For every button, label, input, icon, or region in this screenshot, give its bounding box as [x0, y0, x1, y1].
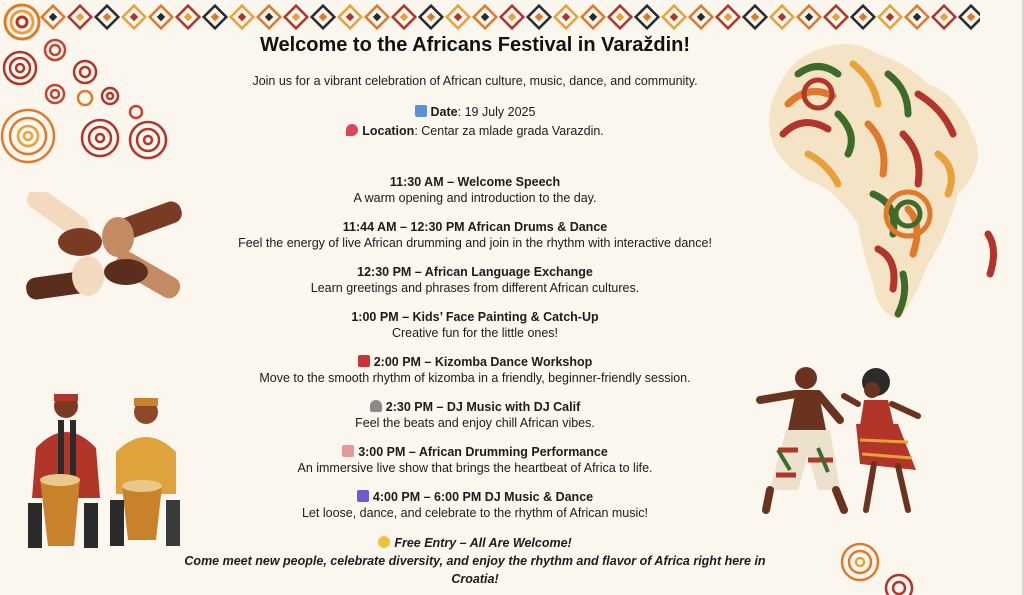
- africa-map-illustration: [758, 34, 1010, 324]
- border-diamond-center: [940, 13, 948, 21]
- spirals-decoration-bottom: [835, 538, 915, 595]
- border-diamond-center: [49, 13, 57, 21]
- schedule-item: [170, 354, 780, 386]
- schedule-item: [170, 444, 780, 476]
- border-diamond-center: [832, 13, 840, 21]
- border-diamond-center: [913, 13, 921, 21]
- schedule-description: Feel the beats and enjoy chill African vibes.: [355, 416, 595, 430]
- schedule-time-title: 12:30 PM – African Language Exchange: [357, 265, 593, 279]
- schedule-description: Move to the smooth rhythm of kizomba in a friendly, beginner-friendly session.: [259, 371, 691, 385]
- border-diamond-center: [238, 13, 246, 21]
- pin-icon: [346, 124, 358, 136]
- date-label: Date: [430, 105, 458, 119]
- border-diamond-center: [454, 13, 462, 21]
- sparkles-icon: [378, 536, 390, 548]
- schedule-description: Learn greetings and phrases from different African cultures.: [310, 281, 640, 295]
- hands-unity-illustration: [18, 192, 188, 310]
- location-line: [170, 122, 780, 141]
- border-diamond-center: [346, 13, 354, 21]
- page-title: Welcome to the Africans Festival in Varaždin!: [259, 34, 691, 56]
- border-diamond-center: [427, 13, 435, 21]
- schedule-description: Let loose, dance, and celebrate to the rhythm of African music!: [301, 506, 649, 520]
- schedule-description: A warm opening and introduction to the day.: [353, 191, 597, 205]
- schedule-item: [170, 174, 780, 206]
- border-diamond-center: [400, 13, 408, 21]
- border-diamond-center: [211, 13, 219, 21]
- flyer-content: [170, 34, 780, 588]
- schedule-item: [170, 309, 780, 341]
- border-diamond-center: [508, 13, 516, 21]
- border-diamond-center: [751, 13, 759, 21]
- schedule-item: [170, 264, 780, 296]
- schedule-list: [170, 174, 780, 521]
- border-diamond-center: [967, 13, 975, 21]
- footer-message: [170, 534, 780, 588]
- border-diamond-center: [589, 13, 597, 21]
- music-notes-icon: [357, 490, 369, 502]
- border-diamond-center: [319, 13, 327, 21]
- spirals-decoration: [0, 36, 175, 176]
- border-diamond-center: [535, 13, 543, 21]
- date-value: : 19 July 2025: [457, 105, 536, 119]
- drum-icon: [342, 445, 354, 457]
- dancer-icon: [358, 355, 370, 367]
- border-diamond-center: [886, 13, 894, 21]
- schedule-description: Feel the energy of live African drumming and join in the rhythm with interactive dance!: [238, 236, 712, 250]
- schedule-description: An immersive live show that brings the heartbeat of Africa to life.: [297, 461, 653, 475]
- border-diamond-center: [265, 13, 273, 21]
- border-diamond-center: [670, 13, 678, 21]
- intro-text: Join us for a vibrant celebration of African culture, music, dance, and community.: [252, 74, 698, 88]
- calendar-icon: [415, 105, 427, 117]
- border-diamond-center: [103, 13, 111, 21]
- border-diamond-center: [157, 13, 165, 21]
- schedule-item: [170, 399, 780, 431]
- drummers-illustration: [18, 388, 188, 558]
- border-diamond-center: [76, 13, 84, 21]
- location-label: Location: [362, 124, 415, 138]
- schedule-time-title: 2:30 PM – DJ Music with DJ Calif: [385, 400, 581, 414]
- schedule-time-title: 11:30 AM – Welcome Speech: [389, 175, 561, 189]
- schedule-item: [170, 489, 780, 521]
- closing-text: Come meet new people, celebrate diversity, and enjoy the rhythm and flavor of Africa right here in Croatia!: [184, 554, 766, 586]
- schedule-description: Creative fun for the little ones!: [391, 326, 559, 340]
- border-diamond-center: [616, 13, 624, 21]
- border-diamond-center: [292, 13, 300, 21]
- border-diamond-center: [778, 13, 786, 21]
- schedule-time-title: 3:00 PM – African Drumming Performance: [358, 445, 608, 459]
- border-diamond-center: [859, 13, 867, 21]
- border-diamond-center: [184, 13, 192, 21]
- headphones-icon: [370, 400, 382, 412]
- border-diamond-center: [697, 13, 705, 21]
- event-details: [170, 103, 780, 141]
- location-value: : Centar za mlade grada Varazdin.: [414, 124, 604, 138]
- border-diamond-center: [481, 13, 489, 21]
- top-pattern-border: [40, 2, 980, 32]
- schedule-time-title: 1:00 PM – Kids’ Face Painting & Catch-Up: [351, 310, 599, 324]
- border-diamond-center: [373, 13, 381, 21]
- border-diamond-center: [805, 13, 813, 21]
- schedule-time-title: 2:00 PM – Kizomba Dance Workshop: [373, 355, 593, 369]
- schedule-time-title: 11:44 AM – 12:30 PM African Drums & Dance: [342, 220, 608, 234]
- border-diamond-center: [643, 13, 651, 21]
- schedule-item: [170, 219, 780, 251]
- date-line: [170, 103, 780, 122]
- schedule-time-title: 4:00 PM – 6:00 PM DJ Music & Dance: [372, 490, 594, 504]
- border-diamond-center: [130, 13, 138, 21]
- border-diamond-center: [562, 13, 570, 21]
- free-entry-text: Free Entry – All Are Welcome!: [394, 536, 572, 550]
- border-diamond-center: [724, 13, 732, 21]
